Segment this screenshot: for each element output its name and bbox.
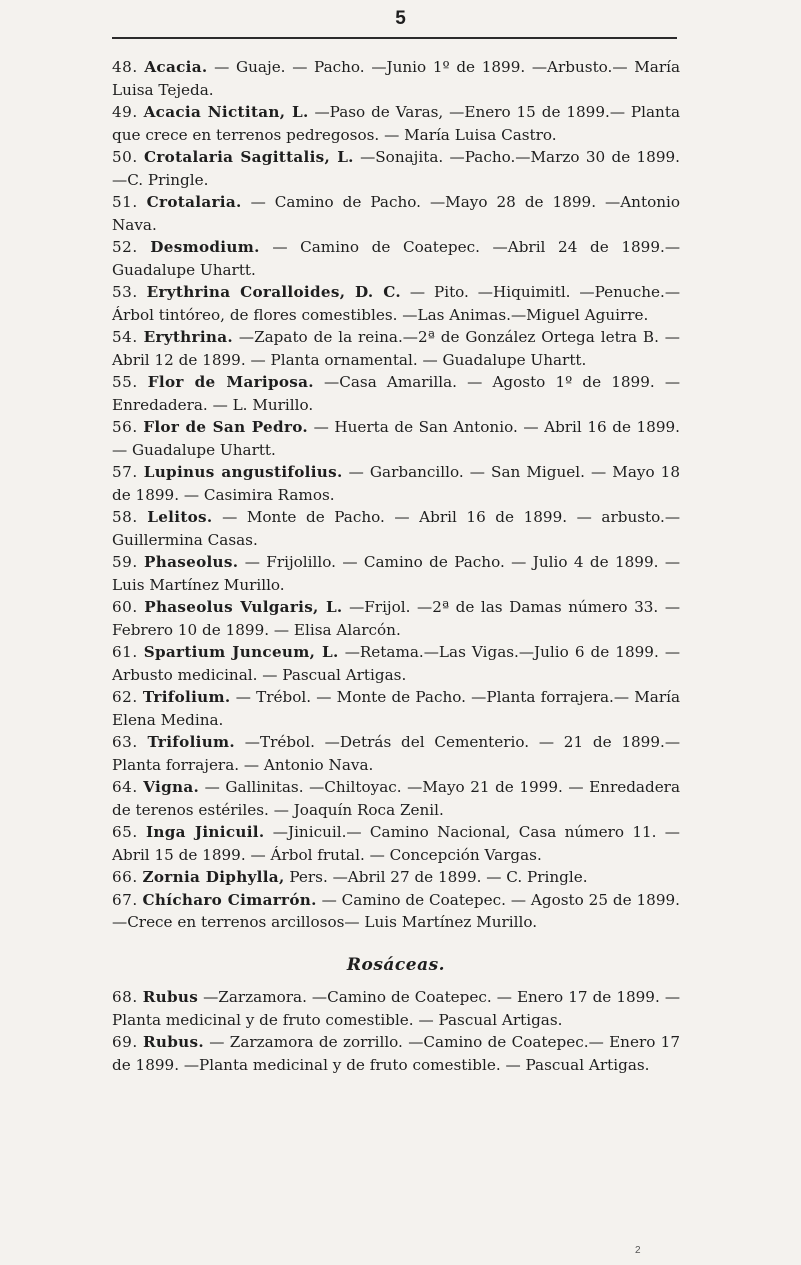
page-content <box>112 56 680 1076</box>
entry <box>112 731 680 776</box>
entry <box>112 101 680 146</box>
entry-number: 61. <box>112 643 138 661</box>
entry-number: 58. <box>112 508 138 526</box>
entry-species-name: Inga Jinicuil. <box>145 823 265 841</box>
entry-species-name: Vigna. <box>143 778 200 796</box>
entry <box>112 191 680 236</box>
entry-details: —Jinicuil.— Camino Nacional, Casa número 11. — Abril 15 de 1899. — Árbol frutal. — Concepción Vargas. <box>112 823 680 864</box>
entry-number: 60. <box>112 598 138 616</box>
entry <box>112 146 680 191</box>
entry-species-name: Erythrina. <box>143 328 233 346</box>
entry-number: 48. <box>112 58 138 76</box>
entry-species-name: Erythrina Coralloides, D. C. <box>146 283 401 301</box>
entry <box>112 596 680 641</box>
entry-number: 55. <box>112 373 138 391</box>
entry-number: 50. <box>112 148 138 166</box>
entry-number: 56. <box>112 418 138 436</box>
entry-details: —Sonajita. —Pacho.—Marzo 30 de 1899.—C. Pringle. <box>112 148 680 189</box>
entry-number: 68. <box>112 988 138 1006</box>
entry-details: —Trébol. —Detrás del Cementerio. — 21 de 1899.— Planta forrajera. — Antonio Nava. <box>112 733 681 774</box>
entry-details: — Zarzamora de zorrillo. —Camino de Coatepec.— Enero 17 de 1899. —Planta medicinal y de fruto comestible. — Pascual Artigas. <box>112 1033 680 1074</box>
entry-number: 59. <box>112 553 138 571</box>
entry-number: 63. <box>112 733 138 751</box>
entry-species-name: Rubus <box>142 988 199 1006</box>
page-number: 5 <box>395 8 406 29</box>
entry-species-name: Lelitos. <box>147 508 213 526</box>
entry <box>112 821 680 866</box>
entry-number: 69. <box>112 1033 138 1051</box>
entry-details: — Gallinitas. —Chiltoyac. —Mayo 21 de 1999. — Enredadera de terenos estériles. — Joaquín Roca Zenil. <box>112 778 680 819</box>
entry <box>112 986 680 1031</box>
entry-details: Pers. —Abril 27 de 1899. — C. Pringle. <box>289 868 588 886</box>
section-title-rosaceas: Rosáceas. <box>346 954 446 975</box>
entry-species-name: Flor de San Pedro. <box>143 418 308 436</box>
entry-details: — Huerta de San Antonio. — Abril 16 de 1899. — Guadalupe Uhartt. <box>112 418 681 459</box>
entry-details: — Pito. —Hiquimitl. —Penuche.— Árbol tintóreo, de flores comestibles. —Las Animas.—Miguel Aguirre. <box>112 283 681 324</box>
entry <box>112 56 680 101</box>
entry-species-name: Lupinus angustifolius. <box>143 463 343 481</box>
entry <box>112 686 680 731</box>
entry-species-name: Flor de Mariposa. <box>147 373 314 391</box>
entry-number: 62. <box>112 688 138 706</box>
entry <box>112 551 680 596</box>
entry-number: 64. <box>112 778 138 796</box>
entry <box>112 281 680 326</box>
entry-number: 57. <box>112 463 138 481</box>
entry-species-name: Phaseolus. <box>144 553 239 571</box>
entry-species-name: Acacia Nictitan, L. <box>143 103 309 121</box>
entry-number: 67. <box>112 890 138 909</box>
entry-species-name: Zornia Diphylla, <box>142 868 285 886</box>
entry-details: — Camino de Pacho. —Mayo 28 de 1899. —Antonio Nava. <box>112 193 680 234</box>
entry <box>112 416 680 461</box>
entry-species-name: Desmodium. <box>150 238 260 256</box>
header-rule <box>112 37 677 39</box>
entry-details: — Monte de Pacho. — Abril 16 de 1899. — arbusto.— Guillermina Casas. <box>112 508 681 549</box>
entry <box>112 889 680 934</box>
entry-number: 65. <box>112 823 138 841</box>
entry-details: — Guaje. — Pacho. —Junio 1º de 1899. —Arbusto.— María Luisa Tejeda. <box>112 58 681 99</box>
entry-number: 49. <box>112 103 138 121</box>
entry <box>112 776 680 821</box>
entry <box>112 326 680 371</box>
entry <box>112 236 680 281</box>
entry-species-name: Trifolium. <box>142 688 231 706</box>
entry-species-name: Spartium Junceum, L. <box>143 643 339 661</box>
entry <box>112 641 680 686</box>
entry-number: 52. <box>112 238 138 256</box>
entry-details: — Frijolillo. — Camino de Pacho. — Julio 4 de 1899. — Luis Martínez Murillo. <box>112 553 681 594</box>
entry-details: —Casa Amarilla. — Agosto 1º de 1899. — Enredadera. — L. Murillo. <box>112 373 681 414</box>
entry-species-name: Acacia. <box>144 58 208 76</box>
entry-details: — Camino de Coatepec. — Agosto 25 de 1899. —Crece en terrenos arcillosos— Luis Martínez Murillo. <box>112 890 680 931</box>
entry-number: 53. <box>112 283 138 301</box>
entry-details: —Zapato de la reina.—2ª de González Ortega letra B. —Abril 12 de 1899. — Planta ornamental. — Guadalupe Uhartt. <box>112 328 680 369</box>
rosaceas-list <box>112 986 680 1076</box>
entry-species-name: Chícharo Cimarrón. <box>142 890 317 909</box>
leguminosas-list <box>112 56 680 934</box>
entry <box>112 506 680 551</box>
entry-details: — Trébol. — Monte de Pacho. —Planta forrajera.— María Elena Medina. <box>112 688 681 729</box>
entry-species-name: Crotalaria Sagittalis, L. <box>143 148 354 166</box>
entry-number: 54. <box>112 328 138 346</box>
entry-species-name: Trifolium. <box>147 733 236 751</box>
entry <box>112 461 680 506</box>
entry-details: — Garbancillo. — San Miguel. — Mayo 18 de 1899. — Casimira Ramos. <box>112 463 681 504</box>
entry <box>112 866 680 889</box>
entry-details: — Camino de Coatepec. —Abril 24 de 1899.— Guadalupe Uhartt. <box>112 238 681 279</box>
entry-species-name: Phaseolus Vulgaris, L. <box>144 598 343 616</box>
entry-number: 66. <box>112 868 138 886</box>
entry-species-name: Crotalaria. <box>146 193 242 211</box>
signature-mark: 2 <box>635 1245 641 1256</box>
entry-details: —Frijol. —2ª de las Damas número 33. — Febrero 10 de 1899. — Elisa Alarcón. <box>112 598 681 639</box>
entry-number: 51. <box>112 193 138 211</box>
entry <box>112 1031 680 1076</box>
entry-details: —Zarzamora. —Camino de Coatepec. — Enero 17 de 1899. — Planta medicinal y de fruto comestible. — Pascual Artigas. <box>112 988 681 1029</box>
entry-details: —Retama.—Las Vigas.—Julio 6 de 1899. —Arbusto medicinal. — Pascual Artigas. <box>112 643 681 684</box>
entry <box>112 371 680 416</box>
entry-details: —Paso de Varas, —Enero 15 de 1899.— Planta que crece en terrenos pedregosos. — María Luisa Castro. <box>112 103 680 144</box>
entry-species-name: Rubus. <box>142 1033 204 1051</box>
